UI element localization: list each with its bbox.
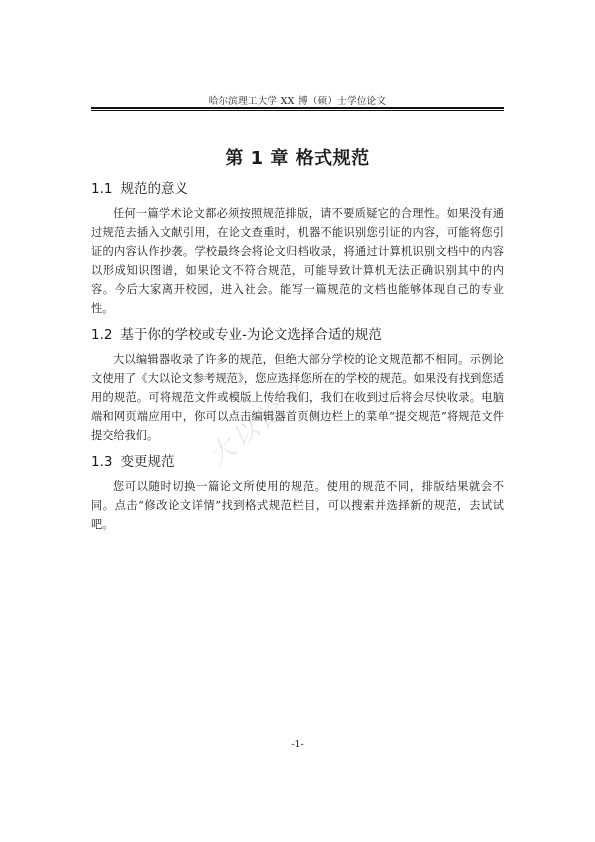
section-heading (91, 326, 504, 344)
section-number: 1.3 (91, 454, 113, 470)
chapter-title: 第 1 章 格式规范 (225, 148, 370, 169)
header-rule-thin (91, 110, 504, 111)
section-1-2 (91, 326, 504, 445)
page-number: -1- (291, 739, 304, 750)
section-number: 1.2 (91, 327, 113, 343)
section-title: 基于你的学校或专业-为论文选择合适的规范 (120, 327, 382, 343)
section-title: 变更规范 (120, 454, 175, 470)
section-1-3 (91, 453, 504, 534)
header-rule (91, 107, 504, 109)
section-heading (91, 180, 504, 198)
section-number: 1.1 (91, 181, 113, 197)
watermark: 大以论文 (202, 374, 316, 473)
section-heading (91, 453, 504, 471)
section-paragraph: 大以编辑器收录了许多的规范，但绝大部分学校的论文规范都不相同。示例论文使用了《大以论文参考规范》，您应选择您所在的学校的规范。如果没有找到您适用的规范。可将规范文件或模版上传给我们，我们在收到过后将会尽快收录。电脑端和网页端应用中，你可以点击编辑器首页侧边栏上的菜单“提交规范”将规范文件提交给我们。 (91, 353, 504, 443)
running-header: 哈尔滨理工大学 XX 博（硕）士学位论文 (208, 96, 387, 107)
section-paragraph: 您可以随时切换一篇论文所使用的规范。使用的规范不同，排版结果就会不同。点击“修改论文详情”找到格式规范栏目，可以搜索并选择新的规范，去试试吧。 (91, 480, 504, 532)
section-title: 规范的意义 (120, 181, 188, 197)
section-1-1 (91, 180, 504, 319)
section-paragraph: 任何一篇学术论文都必须按照规范排版，请不要质疑它的合理性。如果没有通过规范去插入文献引用，在论文查重时，机器不能识别您引证的内容，可能将您引证的内容认作抄袭。学校最终会将论文归档收录，将通过计算机识别文档中的内容以形成知识图谱，如果论文不符合规范，可能导致计算机无法正确识别其中的内容。今后大家离开校园，进入社会。能写一篇规范的文档也能够体现自己的专业性。 (91, 207, 504, 316)
